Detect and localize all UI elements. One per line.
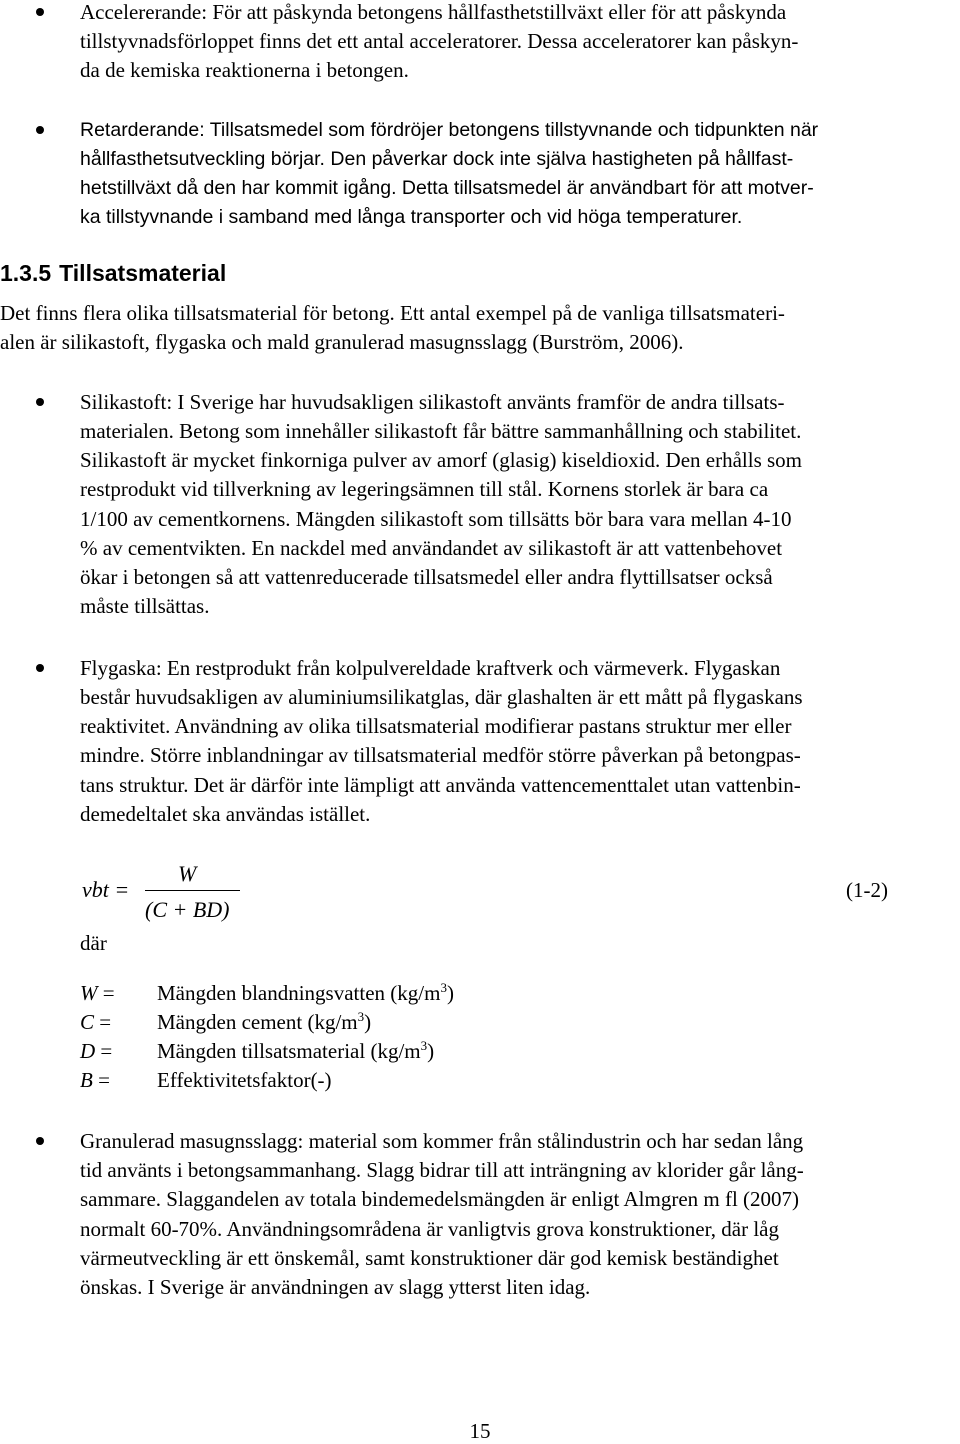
- def-symbol: W: [80, 981, 98, 1005]
- silika-line-8: måste tillsättas.: [80, 594, 210, 618]
- slagg-line-4: normalt 60-70%. Användningsområdena är vanligtvis grova konstruktioner, där låg: [80, 1217, 779, 1241]
- slagg-line-5: värmeutveckling är ett önskemål, samt konstruktioner där god kemisk beständighet: [80, 1246, 779, 1270]
- slagg-line-6: önskas. I Sverige är användningen av slagg ytterst liten idag.: [80, 1275, 591, 1299]
- equation-lhs: vbt =: [82, 877, 130, 902]
- retard-line-1: Retarderande: Tillsatsmedel som fördröjer betongens tillstyvnande och tidpunkten när: [80, 119, 819, 141]
- silika-line-7: ökar i betongen så att vattenreducerade tillsatsmedel eller andra flyttillsatser också: [80, 565, 773, 589]
- retard-line-2: hållfasthetsutveckling börjar. Den påverkar dock inte själva hastigheten på hållfast-: [80, 148, 794, 170]
- intro-line-2: alen är silikastoft, flygaska och mald granulerad masugnsslagg (Burström, 2006).: [0, 330, 684, 354]
- retard-line-4: ka tillstyvnande i samband med långa transporter och vid höga temperaturer.: [80, 206, 743, 228]
- equation-denominator: (C + BD): [145, 897, 230, 922]
- equation-where: där: [80, 931, 107, 955]
- silika-line-5: 1/100 av cementkornens. Mängden silikastoft som tillsätts bör bara vara mellan 4-10: [80, 507, 792, 531]
- section-number: 1.3.5: [0, 260, 52, 286]
- accel-line-3: da de kemiska reaktionerna i betongen.: [80, 58, 409, 82]
- def-text: Mängden tillsatsmaterial (kg/m: [157, 1039, 421, 1063]
- bullet-marker: [36, 664, 44, 672]
- fraction-bar: [145, 890, 240, 891]
- slagg-line-2: tid använts i betongsammanhang. Slagg bidrar till att inträngning av klorider går lång-: [80, 1158, 804, 1182]
- def-text: Mängden cement (kg/m: [157, 1010, 358, 1034]
- retard-line-3: hetstillväxt då den har kommit igång. Detta tillsatsmedel är användbart för att motver-: [80, 177, 814, 199]
- page-number: 15: [469, 1419, 491, 1443]
- definition-b: B = Effektivitetsfaktor(-): [80, 1068, 332, 1092]
- flygaska-line-1: Flygaska: En restprodukt från kolpulvereldade kraftverk och värmeverk. Flygaskan: [80, 656, 781, 680]
- flygaska-line-3: reaktivitet. Användning av olika tillsatsmaterial modifierar pastans struktur mer eller: [80, 714, 792, 738]
- bullet-marker: [36, 8, 44, 16]
- silika-line-6: % av cementvikten. En nackdel med användandet av silikastoft är att vattenbehovet: [80, 536, 783, 560]
- slagg-line-1: Granulerad masugnsslagg: material som kommer från stålindustrin och har sedan lång: [80, 1129, 804, 1153]
- bullet-marker: [36, 126, 44, 134]
- silika-line-4: restprodukt vid tillverkning av legeringsämnen till stål. Kornens storlek är bara ca: [80, 477, 769, 501]
- accel-line-2: tillstyvnadsförloppet finns det ett antal acceleratorer. Dessa acceleratorer kan påskyn-: [80, 29, 799, 53]
- section-title: Tillsatsmaterial: [59, 260, 227, 286]
- silika-line-3: Silikastoft är mycket finkorniga pulver av amorf (glasig) kiseldioxid. Den erhålls som: [80, 448, 802, 472]
- definition-w: W = Mängden blandningsvatten $(kg/m^3)$: [80, 980, 454, 1005]
- flygaska-line-6: demedeltalet ska användas istället.: [80, 802, 371, 826]
- def-symbol: C: [80, 1010, 95, 1034]
- definition-c: C = Mängden cement $(kg/m^3)$: [80, 1009, 372, 1034]
- flygaska-line-2: består huvudsakligen av aluminiumsilikatglas, där glashalten är ett mått på flygaskans: [80, 685, 803, 709]
- def-text: Mängden blandningsvatten (kg/m: [157, 981, 441, 1005]
- equation-numerator: W: [178, 861, 197, 886]
- bullet-marker: [36, 1137, 44, 1145]
- flygaska-line-4: mindre. Större inblandningar av tillsatsmaterial medför större påverkan på betongpas-: [80, 743, 801, 767]
- bullet-marker: [36, 398, 44, 406]
- silika-line-2: materialen. Betong som innehåller silikastoft får bättre sammanhållning och stabilitet.: [80, 419, 802, 443]
- accel-line-1: Accelererande: För att påskynda betongens hållfasthetstillväxt eller för att påskynda: [80, 0, 787, 24]
- slagg-line-3: sammare. Slaggandelen av totala bindemedelsmängden är enligt Almgren m fl (2007): [80, 1187, 800, 1211]
- silika-line-1: Silikastoft: I Sverige har huvudsakligen silikastoft använts framför de andra tillsats-: [80, 390, 785, 414]
- equation-number: (1-2): [846, 878, 888, 902]
- def-symbol: D: [80, 1039, 96, 1063]
- flygaska-line-5: tans struktur. Det är därför inte lämpligt att använda vattencementtalet utan vattenbin-: [80, 773, 801, 797]
- intro-line-1: Det finns flera olika tillsatsmaterial för betong. Ett antal exempel på de vanliga tillsatsmateri-: [0, 301, 785, 325]
- def-text: Effektivitetsfaktor(-): [157, 1068, 332, 1092]
- definition-d: D = Mängden tillsatsmaterial $(kg/m^3)$: [80, 1038, 435, 1063]
- section-heading: [0, 258, 226, 288]
- def-symbol: B: [80, 1068, 93, 1092]
